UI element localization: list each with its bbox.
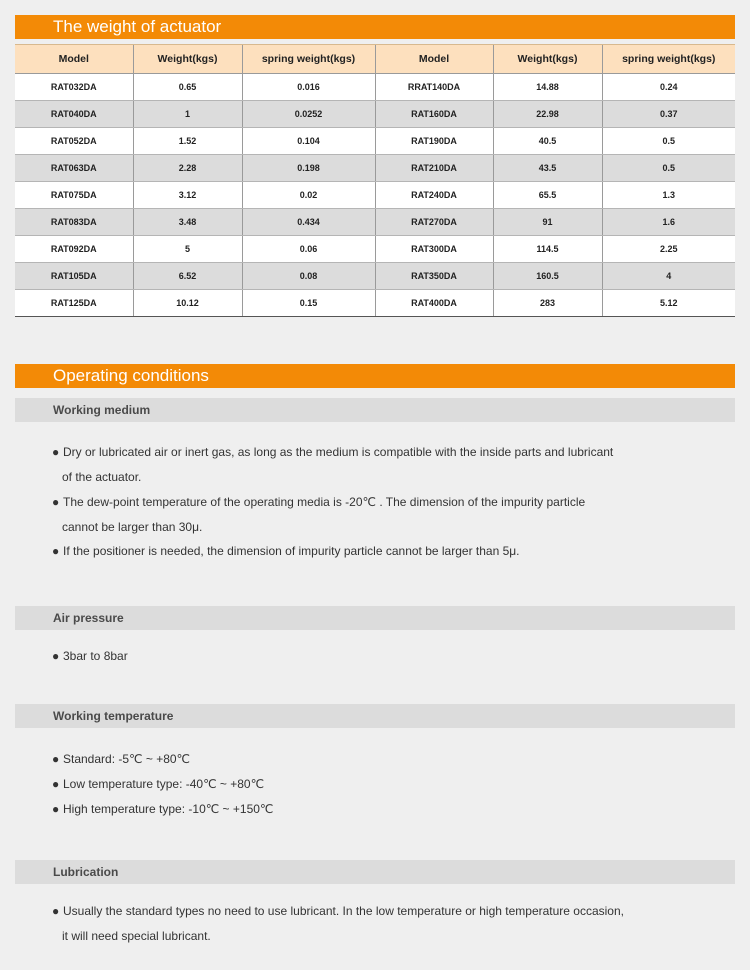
bullet-icon: ● bbox=[52, 802, 60, 816]
cell-model: RAT040DA bbox=[15, 101, 133, 128]
cell-spring-weight: 0.434 bbox=[242, 209, 375, 236]
cell-spring-weight: 4 bbox=[602, 263, 735, 290]
working-medium-heading: Working medium bbox=[15, 398, 735, 422]
cell-weight: 5 bbox=[133, 236, 242, 263]
list-item: ● Usually the standard types no need to use lubricant. In the low temperature or high temperature occasion, it will need special lubricant. bbox=[52, 899, 692, 949]
cell-weight: 283 bbox=[493, 290, 602, 317]
cell-spring-weight: 0.06 bbox=[242, 236, 375, 263]
col-header-spring-weight: spring weight(kgs) bbox=[602, 45, 735, 74]
cell-weight: 22.98 bbox=[493, 101, 602, 128]
cell-weight: 0.65 bbox=[133, 74, 242, 101]
cell-spring-weight: 0.08 bbox=[242, 263, 375, 290]
cell-spring-weight: 0.198 bbox=[242, 155, 375, 182]
cell-model: RAT075DA bbox=[15, 182, 133, 209]
cell-weight: 3.12 bbox=[133, 182, 242, 209]
cell-model: RAT125DA bbox=[15, 290, 133, 317]
list-item: ● High temperature type: -10℃ ~ +150℃ bbox=[52, 797, 692, 822]
cell-model: RAT160DA bbox=[375, 101, 493, 128]
bullet-icon: ● bbox=[52, 777, 60, 791]
cell-model: RRAT140DA bbox=[375, 74, 493, 101]
cell-weight: 65.5 bbox=[493, 182, 602, 209]
cell-spring-weight: 0.5 bbox=[602, 155, 735, 182]
cell-weight: 160.5 bbox=[493, 263, 602, 290]
table-row bbox=[15, 155, 735, 182]
cell-weight: 114.5 bbox=[493, 236, 602, 263]
table-row bbox=[15, 290, 735, 317]
working-temperature-heading: Working temperature bbox=[15, 704, 735, 728]
list-item: ● Low temperature type: -40℃ ~ +80℃ bbox=[52, 772, 692, 797]
operating-section-title: Operating conditions bbox=[15, 364, 735, 388]
cell-spring-weight: 0.37 bbox=[602, 101, 735, 128]
col-header-model: Model bbox=[15, 45, 133, 74]
list-item: ● 3bar to 8bar bbox=[52, 644, 692, 669]
bullet-icon: ● bbox=[52, 544, 60, 558]
cell-weight: 40.5 bbox=[493, 128, 602, 155]
cell-spring-weight: 0.0252 bbox=[242, 101, 375, 128]
weight-table-header bbox=[15, 45, 735, 74]
weight-section-title: The weight of actuator bbox=[15, 15, 735, 39]
col-header-spring-weight: spring weight(kgs) bbox=[242, 45, 375, 74]
cell-model: RAT092DA bbox=[15, 236, 133, 263]
table-row bbox=[15, 236, 735, 263]
cell-spring-weight: 1.6 bbox=[602, 209, 735, 236]
cell-model: RAT063DA bbox=[15, 155, 133, 182]
table-row bbox=[15, 209, 735, 236]
cell-model: RAT400DA bbox=[375, 290, 493, 317]
cell-model: RAT300DA bbox=[375, 236, 493, 263]
bullet-icon: ● bbox=[52, 649, 60, 663]
cell-spring-weight: 0.104 bbox=[242, 128, 375, 155]
table-row bbox=[15, 74, 735, 101]
bullet-icon: ● bbox=[52, 752, 60, 766]
list-item: ● Standard: -5℃ ~ +80℃ bbox=[52, 747, 692, 772]
table-row bbox=[15, 101, 735, 128]
cell-spring-weight: 2.25 bbox=[602, 236, 735, 263]
cell-model: RAT032DA bbox=[15, 74, 133, 101]
cell-spring-weight: 0.15 bbox=[242, 290, 375, 317]
table-row bbox=[15, 182, 735, 209]
cell-weight: 6.52 bbox=[133, 263, 242, 290]
list-item: ● Dry or lubricated air or inert gas, as long as the medium is compatible with the inside parts and lubricant of the actuator. bbox=[52, 440, 692, 490]
cell-weight: 1.52 bbox=[133, 128, 242, 155]
cell-model: RAT240DA bbox=[375, 182, 493, 209]
cell-model: RAT210DA bbox=[375, 155, 493, 182]
bullet-icon: ● bbox=[52, 445, 60, 459]
cell-model: RAT190DA bbox=[375, 128, 493, 155]
col-header-model: Model bbox=[375, 45, 493, 74]
table-row bbox=[15, 128, 735, 155]
list-item: ● The dew-point temperature of the operating media is -20℃ . The dimension of the impurity particle cannot be larger than 30μ. bbox=[52, 490, 692, 540]
cell-model: RAT105DA bbox=[15, 263, 133, 290]
cell-spring-weight: 1.3 bbox=[602, 182, 735, 209]
cell-model: RAT350DA bbox=[375, 263, 493, 290]
col-header-weight: Weight(kgs) bbox=[493, 45, 602, 74]
cell-spring-weight: 0.02 bbox=[242, 182, 375, 209]
cell-spring-weight: 0.5 bbox=[602, 128, 735, 155]
cell-weight: 10.12 bbox=[133, 290, 242, 317]
cell-weight: 1 bbox=[133, 101, 242, 128]
cell-weight: 43.5 bbox=[493, 155, 602, 182]
cell-weight: 3.48 bbox=[133, 209, 242, 236]
table-row bbox=[15, 263, 735, 290]
cell-model: RAT052DA bbox=[15, 128, 133, 155]
air-pressure-heading: Air pressure bbox=[15, 606, 735, 630]
cell-model: RAT083DA bbox=[15, 209, 133, 236]
bullet-icon: ● bbox=[52, 495, 60, 509]
cell-weight: 14.88 bbox=[493, 74, 602, 101]
cell-spring-weight: 5.12 bbox=[602, 290, 735, 317]
weight-table bbox=[15, 44, 735, 317]
bullet-icon: ● bbox=[52, 904, 60, 918]
cell-spring-weight: 0.016 bbox=[242, 74, 375, 101]
lubrication-heading: Lubrication bbox=[15, 860, 735, 884]
list-item: ● If the positioner is needed, the dimension of impurity particle cannot be larger than 5μ. bbox=[52, 539, 692, 564]
col-header-weight: Weight(kgs) bbox=[133, 45, 242, 74]
cell-weight: 91 bbox=[493, 209, 602, 236]
cell-model: RAT270DA bbox=[375, 209, 493, 236]
cell-spring-weight: 0.24 bbox=[602, 74, 735, 101]
cell-weight: 2.28 bbox=[133, 155, 242, 182]
